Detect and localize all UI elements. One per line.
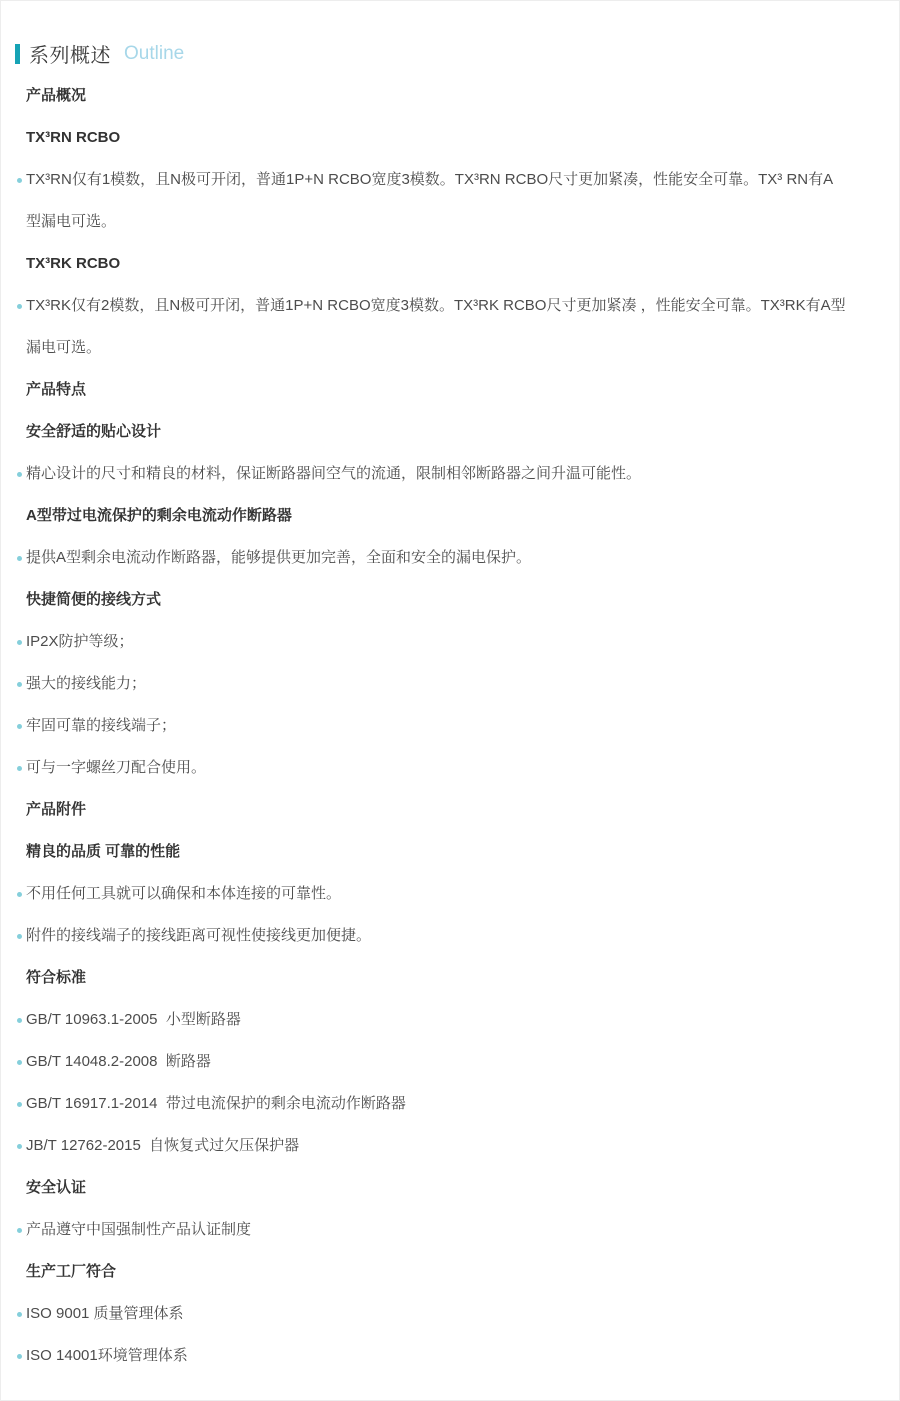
bullet-item — [1, 1041, 899, 1083]
section-heading — [1, 831, 899, 873]
heading-text: 产品附件 — [26, 801, 87, 818]
bullet-dot-icon — [17, 178, 22, 183]
bullet-text: IP2X防护等级； — [26, 633, 134, 650]
heading-text: 精良的品质 可靠的性能 — [26, 843, 181, 860]
bullet-text: 精心设计的尺寸和精良的材料，保证断路器间空气的流通，限制相邻断路器之间升温可能性。 — [26, 465, 642, 482]
bullet-item — [1, 453, 899, 495]
bullet-text: GB/T 16917.1-2014 带过电流保护的剩余电流动作断路器 — [26, 1095, 406, 1112]
heading-text: 生产工厂符合 — [26, 1263, 117, 1280]
section-heading — [1, 495, 899, 537]
section-heading — [1, 411, 899, 453]
bullet-item — [1, 537, 899, 579]
bullet-text: 附件的接线端子的接线距离可视性使接线更加便捷。 — [26, 927, 372, 944]
heading-text: 产品概况 — [26, 87, 87, 104]
bullet-text: GB/T 10963.1-2005 小型断路器 — [26, 1011, 241, 1028]
bullet-dot-icon — [17, 304, 22, 309]
bullet-text: 产品遵守中国强制性产品认证制度 — [26, 1221, 252, 1238]
bullet-item — [1, 1293, 899, 1335]
bullet-text: 牢固可靠的接线端子； — [26, 717, 177, 734]
content — [1, 75, 899, 1377]
bullet-dot-icon — [17, 934, 22, 939]
heading-text: A型带过电流保护的剩余电流动作断路器 — [26, 507, 292, 524]
bullet-dot-icon — [17, 682, 22, 687]
bullet-dot-icon — [17, 892, 22, 897]
section-heading — [1, 789, 899, 831]
bullet-item — [1, 1083, 899, 1125]
heading-text: 产品特点 — [26, 381, 87, 398]
bullet-item — [1, 1209, 899, 1251]
section-heading — [1, 1167, 899, 1209]
bullet-text: 不用任何工具就可以确保和本体连接的可靠性。 — [26, 885, 342, 902]
bullet-item — [1, 999, 899, 1041]
bullet-dot-icon — [17, 766, 22, 771]
bullet-dot-icon — [17, 556, 22, 561]
bullet-item — [1, 873, 899, 915]
bullet-item — [1, 159, 899, 243]
bullet-text: TX³RN仅有1模数，且N极可开闭，普通1P+N RCBO宽度3模数。TX³RN RCBO尺寸更加紧凑，性能安全可靠。TX³ RN有A型漏电可选。 — [26, 171, 834, 230]
bullet-dot-icon — [17, 640, 22, 645]
bullet-item — [1, 1335, 899, 1377]
section-heading — [1, 369, 899, 411]
bullet-dot-icon — [17, 724, 22, 729]
bullet-dot-icon — [17, 1102, 22, 1107]
bullet-dot-icon — [17, 472, 22, 477]
page-title-en: Outline — [124, 42, 185, 64]
bullet-item — [1, 621, 899, 663]
heading-text: 快捷简便的接线方式 — [26, 591, 162, 608]
bullet-text: 强大的接线能力； — [26, 675, 147, 692]
bullet-text: ISO 14001环境管理体系 — [26, 1347, 188, 1364]
section-heading — [1, 75, 899, 117]
bullet-dot-icon — [17, 1018, 22, 1023]
bullet-item — [1, 915, 899, 957]
section-heading — [1, 579, 899, 621]
bullet-item — [1, 747, 899, 789]
section-heading — [1, 243, 899, 285]
heading-text: 安全舒适的贴心设计 — [26, 423, 162, 440]
bullet-text: TX³RK仅有2模数，且N极可开闭，普通1P+N RCBO宽度3模数。TX³RK RCBO尺寸更加紧凑 ，性能安全可靠。TX³RK有A型漏电可选。 — [26, 297, 846, 356]
heading-text: 符合标准 — [26, 969, 87, 986]
page-title: 系列概述 — [29, 45, 111, 67]
section-heading — [1, 1251, 899, 1293]
bullet-dot-icon — [17, 1060, 22, 1065]
bullet-dot-icon — [17, 1228, 22, 1233]
bullet-item — [1, 1125, 899, 1167]
heading-text: 安全认证 — [26, 1179, 87, 1196]
bullet-item — [1, 663, 899, 705]
heading-text: TX³RN RCBO — [26, 129, 121, 146]
bullet-text: 提供A型剩余电流动作断路器，能够提供更加完善，全面和安全的漏电保护。 — [26, 549, 532, 566]
section-heading — [1, 117, 899, 159]
title-accent-bar-icon — [15, 44, 20, 64]
section-heading — [1, 957, 899, 999]
bullet-text: JB/T 12762-2015 自恢复式过欠压保护器 — [26, 1137, 300, 1154]
bullet-item — [1, 285, 899, 369]
bullet-text: 可与一字螺丝刀配合使用。 — [26, 759, 207, 776]
bullet-text: GB/T 14048.2-2008 断路器 — [26, 1053, 211, 1070]
section-title — [15, 39, 184, 68]
bullet-dot-icon — [17, 1354, 22, 1359]
bullet-text: ISO 9001 质量管理体系 — [26, 1305, 184, 1322]
bullet-dot-icon — [17, 1144, 22, 1149]
heading-text: TX³RK RCBO — [26, 255, 121, 272]
bullet-dot-icon — [17, 1312, 22, 1317]
bullet-item — [1, 705, 899, 747]
